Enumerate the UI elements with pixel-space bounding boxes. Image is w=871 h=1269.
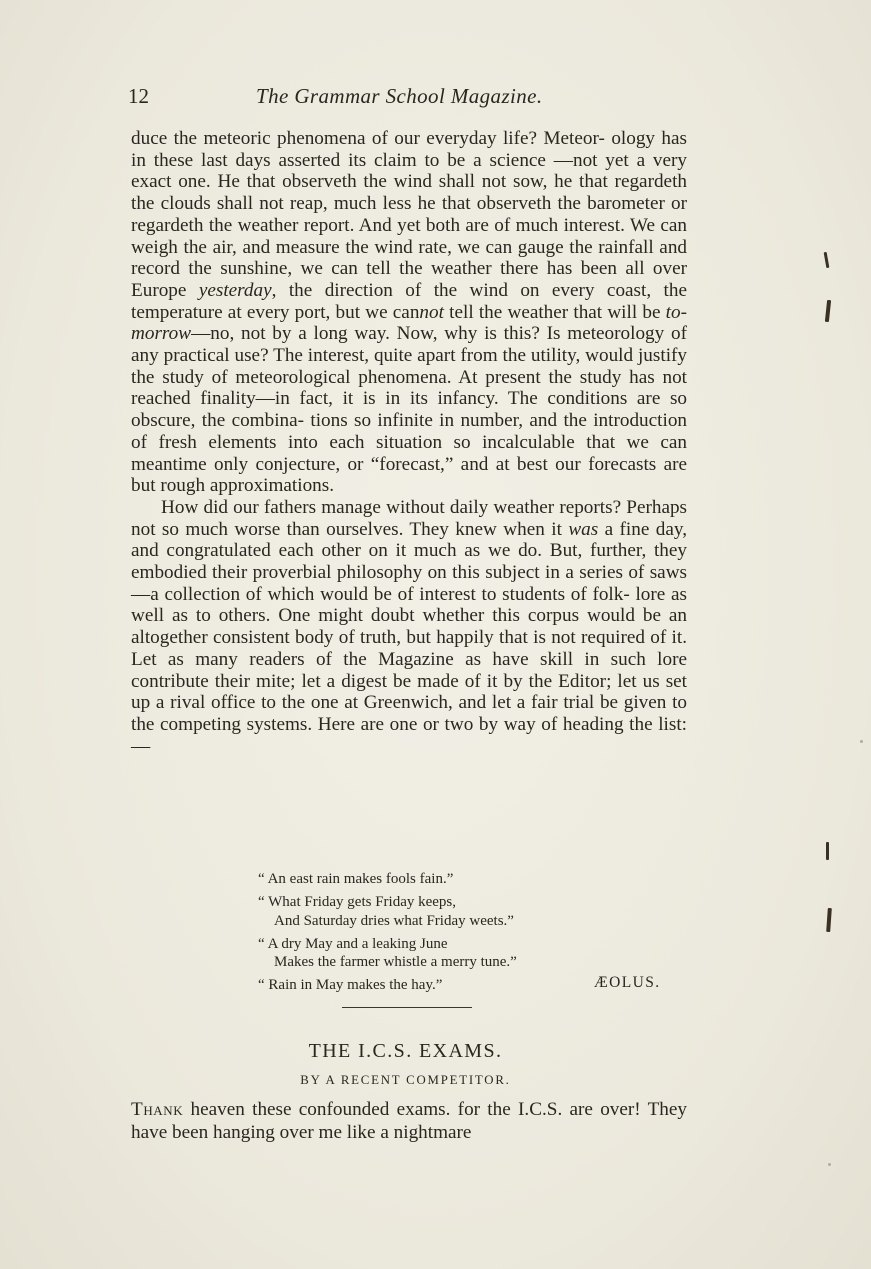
- section-divider: [342, 1007, 472, 1008]
- text-line: much less he that observeth the barometer or regardeth the: [131, 193, 688, 236]
- paper-speck: [860, 740, 863, 743]
- text-line: can weigh the air, and measure the wind rate, we can gauge: [131, 214, 688, 258]
- saying-line: “ An east rain makes fools fain.”: [258, 871, 454, 887]
- text-line: present the study has not reached finality—in fact, it is in: [131, 366, 688, 410]
- text-line: happily that is not required of it. Let as many readers of: [131, 627, 687, 670]
- text-line: tell the weather that will be: [443, 301, 666, 323]
- text-line: there has been all over Europe: [131, 258, 687, 301]
- paper-speck: [828, 1163, 831, 1166]
- text-line: we can: [365, 301, 420, 323]
- page-header: [128, 84, 688, 114]
- margin-ink-mark: [824, 252, 830, 268]
- saying: [258, 976, 618, 994]
- text-line: How did our fathers manage without daily weather: [161, 496, 555, 518]
- italic-word: yesterday: [198, 279, 272, 301]
- next-article-title: THE I.C.S. EXAMS.: [308, 1040, 503, 1062]
- text-line: by way of heading the list:—: [131, 713, 687, 757]
- text-line: would justify the study of meteorological phenomena. At: [131, 345, 688, 388]
- page-number: 12: [128, 84, 149, 108]
- text-line: the rainfall and record the sunshine, we can tell the weather: [131, 236, 688, 280]
- text-line: heaven these confounded exams. for the I.C.S. are: [183, 1099, 593, 1120]
- text-line: on it much as we do. But, further, they embodied their: [131, 540, 688, 584]
- italic-word: was: [568, 518, 599, 540]
- italic-word: not: [419, 301, 444, 323]
- text-line: meantime only conjecture, or “forecast,” and at best our: [131, 453, 581, 475]
- text-line: a fine day, and congratulated each other: [131, 518, 687, 562]
- italic-word: to-morrow: [131, 301, 687, 345]
- text-line: tions so infinite in number, and the introduction of fresh: [131, 410, 688, 453]
- lead-word: Thank: [131, 1099, 184, 1120]
- text-line: weather report. And yet both are of much interest. We: [237, 214, 655, 236]
- text-line: proverbial philosophy on this subject in a series of saws—a: [131, 562, 688, 605]
- running-title: The Grammar School Magazine.: [256, 84, 543, 108]
- saying: [258, 870, 618, 888]
- text-line: —not yet a very exact one. He that observeth the wind: [131, 149, 688, 193]
- text-line: collection of which would be of interest to students of folk-: [164, 583, 630, 605]
- text-line: ology has in these last days asserted its claim to be a science: [131, 128, 688, 171]
- text-line: , the direction of: [271, 279, 422, 301]
- next-article-byline: BY A RECENT COMPETITOR.: [300, 1073, 511, 1087]
- text-line: be given to the competing systems. Here are one or two: [131, 692, 688, 735]
- saying-line: And Saturday dries what Friday weets.”: [274, 912, 514, 929]
- text-line: forecasts are but rough approximations.: [131, 453, 688, 497]
- margin-ink-mark: [826, 908, 832, 932]
- author-signature: ÆOLUS.: [594, 974, 661, 991]
- saying-line: “ A dry May and a leaking June: [258, 935, 448, 952]
- text-line: over! They have been hanging over me like a nightmare: [131, 1099, 688, 1143]
- weather-sayings: [258, 870, 618, 1000]
- margin-ink-mark: [826, 842, 829, 860]
- text-line: reports? Perhaps not so much worse than ourselves. They: [131, 496, 688, 540]
- paragraph-weather-saws: [131, 497, 687, 757]
- saying-line: Makes the farmer whistle a merry tune.”: [274, 954, 517, 971]
- text-line: —no, not: [191, 323, 266, 345]
- article-body: [131, 128, 687, 757]
- saying: [258, 935, 618, 972]
- text-line: elements into each situation so incalculable that we can: [208, 431, 688, 453]
- text-line: lore as well as to others. One might doubt whether this: [131, 583, 687, 627]
- text-line: the wind on every coast, the temperature at every port, but: [131, 279, 687, 323]
- next-article-body: [131, 1098, 687, 1144]
- text-line: its infancy. The conditions are so obscure, the combina-: [131, 388, 688, 432]
- text-line: knew when it: [455, 518, 569, 540]
- text-line: corpus would be an altogether consistent body of truth, but: [131, 605, 687, 649]
- margin-ink-mark: [825, 300, 831, 322]
- text-line: practical use? The interest, quite apart from the utility,: [163, 345, 581, 367]
- saying: [258, 893, 618, 930]
- text-line: mite; let a digest be made of it by the Editor; let us set: [256, 670, 688, 692]
- saying-line: “ Rain in May makes the hay.”: [258, 977, 443, 994]
- paragraph-meteorology: [131, 128, 687, 497]
- text-line: by a long way. Now, why is this? Is meteorology of any: [131, 323, 687, 367]
- text-line: duce the meteoric phenomena of our everyday life? Meteor-: [131, 128, 605, 149]
- text-line: shall not sow, he that regardeth the clouds shall not reap,: [131, 171, 687, 215]
- text-line: up a rival office to the one at Greenwich, and let a fair trial: [131, 692, 595, 714]
- text-line: the Magazine as have skill in such lore contribute their: [131, 648, 687, 692]
- saying-line: “ What Friday gets Friday keeps,: [258, 894, 457, 911]
